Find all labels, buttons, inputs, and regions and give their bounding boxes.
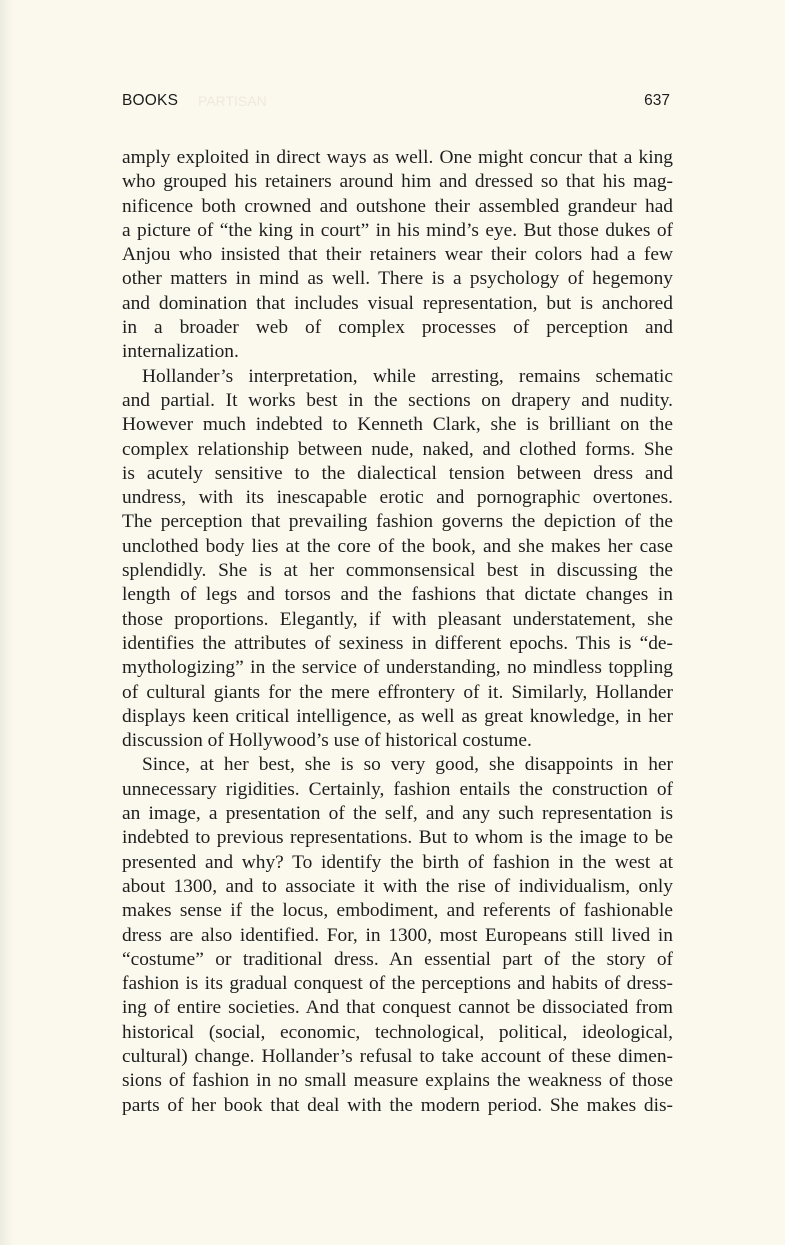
text-line: undress, with its inescapable erotic and pornographic overtones. — [122, 487, 673, 509]
text-line: and partial. It works best in the sections on drapery and nudity. — [122, 389, 673, 411]
text-line: internalization. — [122, 341, 239, 363]
paragraph — [122, 365, 673, 754]
text-line: splendidly. She is at her commonsensical best in discussing the — [122, 560, 673, 582]
text-line: unclothed body lies at the core of the book, and she makes her case — [122, 535, 673, 557]
paragraph — [122, 146, 673, 365]
text-line: However much indebted to Kenneth Clark, she is brilliant on the — [122, 414, 673, 436]
text-line: of cultural giants for the mere effrontery of it. Similarly, Hollander — [122, 681, 673, 703]
text-line: cultural) change. Hollander’s refusal to take account of these dimen- — [122, 1045, 673, 1067]
text-line: is acutely sensitive to the dialectical tension between dress and — [122, 462, 673, 484]
text-line: “costume” or traditional dress. An essential part of the story of — [122, 948, 673, 970]
page-gutter-shadow — [0, 0, 14, 1245]
text-line: mythologizing” in the service of understanding, no mindless toppling — [122, 657, 673, 679]
text-line: Anjou who insisted that their retainers wear their colors had a few — [122, 244, 673, 266]
text-line: a picture of “the king in court” in his mind’s eye. But those dukes of — [122, 219, 673, 241]
text-line: indebted to previous representations. But to whom is the image to be — [122, 827, 673, 849]
text-line: amply exploited in direct ways as well. One might concur that a king — [122, 147, 673, 168]
text-line: ing of entire societies. And that conquest cannot be dissociated from — [122, 997, 673, 1019]
text-line: in a broader web of complex processes of perception and — [122, 317, 673, 339]
text-line: those proportions. Elegantly, if with pleasant understatement, she — [122, 608, 673, 630]
text-line: historical (social, economic, technological, political, ideological, — [122, 1021, 673, 1043]
section-title: BOOKS — [122, 92, 179, 109]
text-line: other matters in mind as well. There is a psychology of hegemony — [122, 268, 673, 290]
text-line: and domination that includes visual representation, but is anchored — [122, 292, 673, 314]
text-line: who grouped his retainers around him and dressed so that his mag- — [122, 171, 673, 193]
text-line: identifies the attributes of sexiness in different epochs. This is “de- — [122, 632, 673, 654]
bleed-through-text: PARTISAN — [198, 93, 267, 109]
text-line: Hollander’s interpretation, while arresting, remains schematic — [142, 365, 673, 387]
running-head — [122, 92, 670, 112]
text-line: fashion is its gradual conquest of the perceptions and habits of dress- — [122, 973, 673, 995]
text-line: parts of her book that deal with the modern period. She makes dis- — [122, 1094, 673, 1116]
text-line: The perception that prevailing fashion governs the depiction of the — [122, 511, 673, 533]
page-number: 637 — [644, 92, 670, 109]
text-line: makes sense if the locus, embodiment, and referents of fashionable — [122, 900, 673, 922]
text-line: discussion of Hollywood’s use of historical costume. — [122, 730, 532, 752]
text-line: sions of fashion in no small measure explains the weakness of those — [122, 1070, 673, 1092]
text-line: complex relationship between nude, naked, and clothed forms. She — [122, 438, 673, 460]
paragraph — [122, 753, 673, 1117]
text-line: dress are also identified. For, in 1300, most Europeans still lived in — [122, 924, 673, 946]
text-line: about 1300, and to associate it with the rise of individualism, only — [122, 875, 673, 897]
text-line: Since, at her best, she is so very good, she disappoints in her — [142, 754, 673, 776]
text-line: an image, a presentation of the self, and any such representation is — [122, 803, 673, 825]
text-line: displays keen critical intelligence, as well as great knowledge, in her — [122, 705, 673, 727]
text-line: presented and why? To identify the birth of fashion in the west at — [122, 851, 673, 873]
text-line: length of legs and torsos and the fashions that dictate changes in — [122, 584, 673, 606]
body-text — [122, 146, 673, 1118]
text-line: unnecessary rigidities. Certainly, fashion entails the construction of — [122, 778, 673, 800]
text-line: nificence both crowned and outshone their assembled grandeur had — [122, 195, 673, 217]
